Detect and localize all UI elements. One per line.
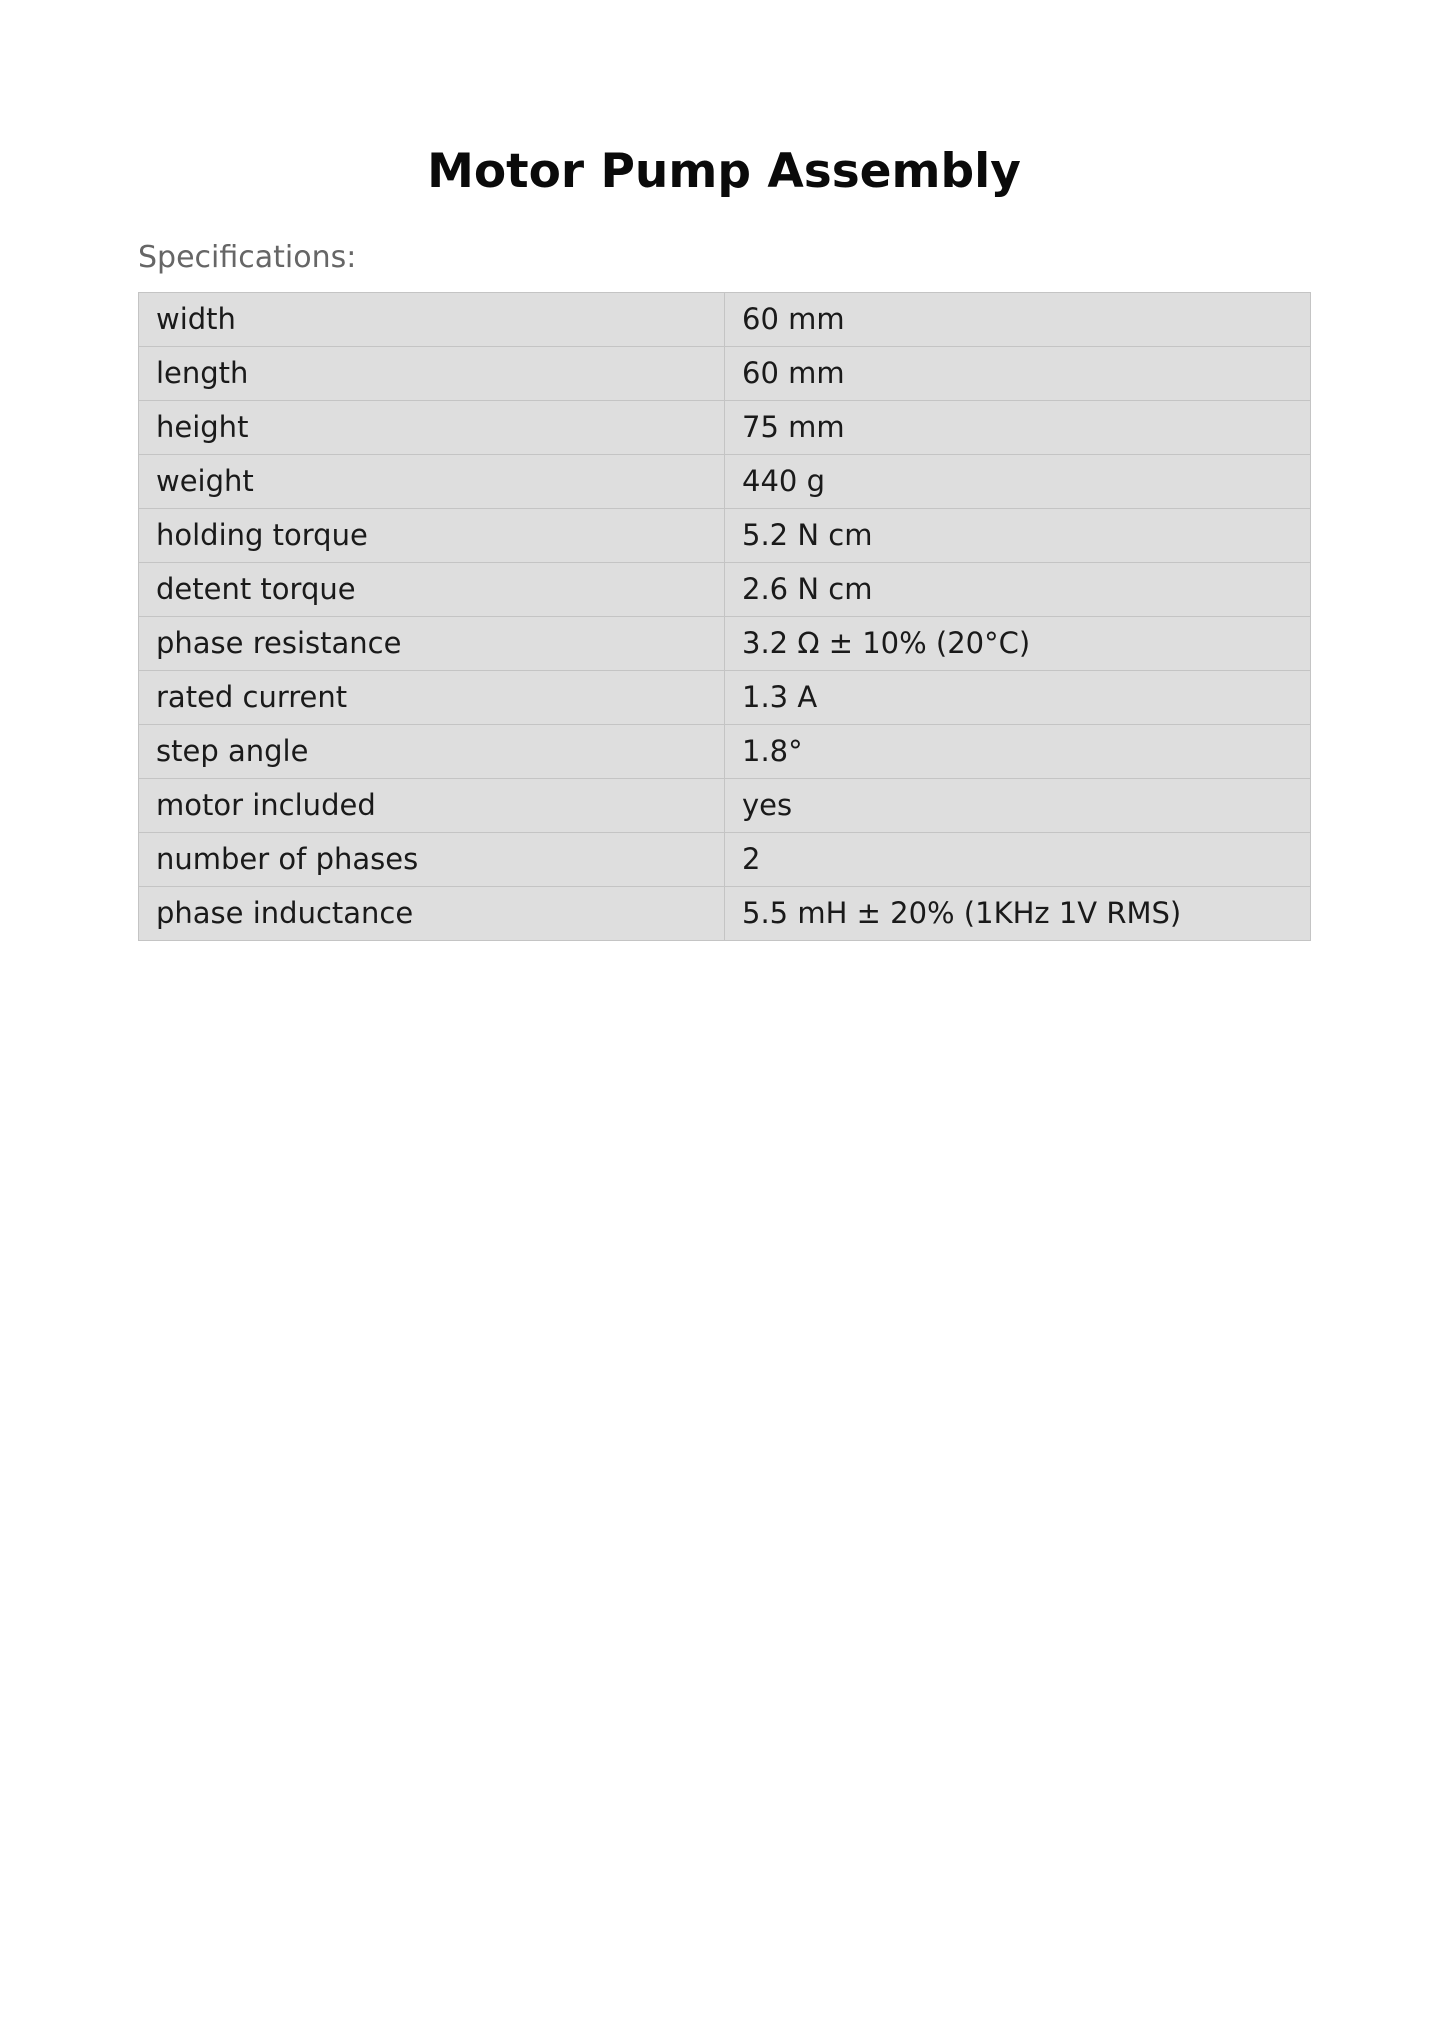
- spec-key: number of phases: [139, 833, 725, 887]
- spec-value: 1.3 A: [725, 671, 1311, 725]
- table-row: [139, 725, 1311, 779]
- spec-key: height: [139, 401, 725, 455]
- spec-value: 5.2 N cm: [725, 509, 1311, 563]
- spec-value: 2: [725, 833, 1311, 887]
- table-row: [139, 779, 1311, 833]
- spec-key: rated current: [139, 671, 725, 725]
- table-row: [139, 455, 1311, 509]
- spec-value: 75 mm: [725, 401, 1311, 455]
- spec-value: 60 mm: [725, 347, 1311, 401]
- spec-key: phase resistance: [139, 617, 725, 671]
- table-row: [139, 347, 1311, 401]
- table-row: [139, 887, 1311, 941]
- spec-key: length: [139, 347, 725, 401]
- spec-value: 60 mm: [725, 293, 1311, 347]
- spec-value: 5.5 mH ± 20% (1KHz 1V RMS): [725, 887, 1311, 941]
- spec-key: detent torque: [139, 563, 725, 617]
- table-row: [139, 617, 1311, 671]
- spec-key: holding torque: [139, 509, 725, 563]
- table-row: [139, 671, 1311, 725]
- spec-key: motor included: [139, 779, 725, 833]
- spec-key: width: [139, 293, 725, 347]
- spec-value: 3.2 Ω ± 10% (20°C): [725, 617, 1311, 671]
- table-row: [139, 293, 1311, 347]
- page-title: Motor Pump Assembly: [427, 144, 1021, 199]
- spec-key: phase inductance: [139, 887, 725, 941]
- spec-key: weight: [139, 455, 725, 509]
- table-row: [139, 509, 1311, 563]
- specifications-table: [138, 292, 1311, 941]
- table-row: [139, 833, 1311, 887]
- spec-value: 440 g: [725, 455, 1311, 509]
- spec-key: step angle: [139, 725, 725, 779]
- spec-value: 2.6 N cm: [725, 563, 1311, 617]
- spec-value: 1.8°: [725, 725, 1311, 779]
- table-row: [139, 563, 1311, 617]
- table-row: [139, 401, 1311, 455]
- spec-value: yes: [725, 779, 1311, 833]
- specifications-label: Specifications:: [138, 240, 357, 275]
